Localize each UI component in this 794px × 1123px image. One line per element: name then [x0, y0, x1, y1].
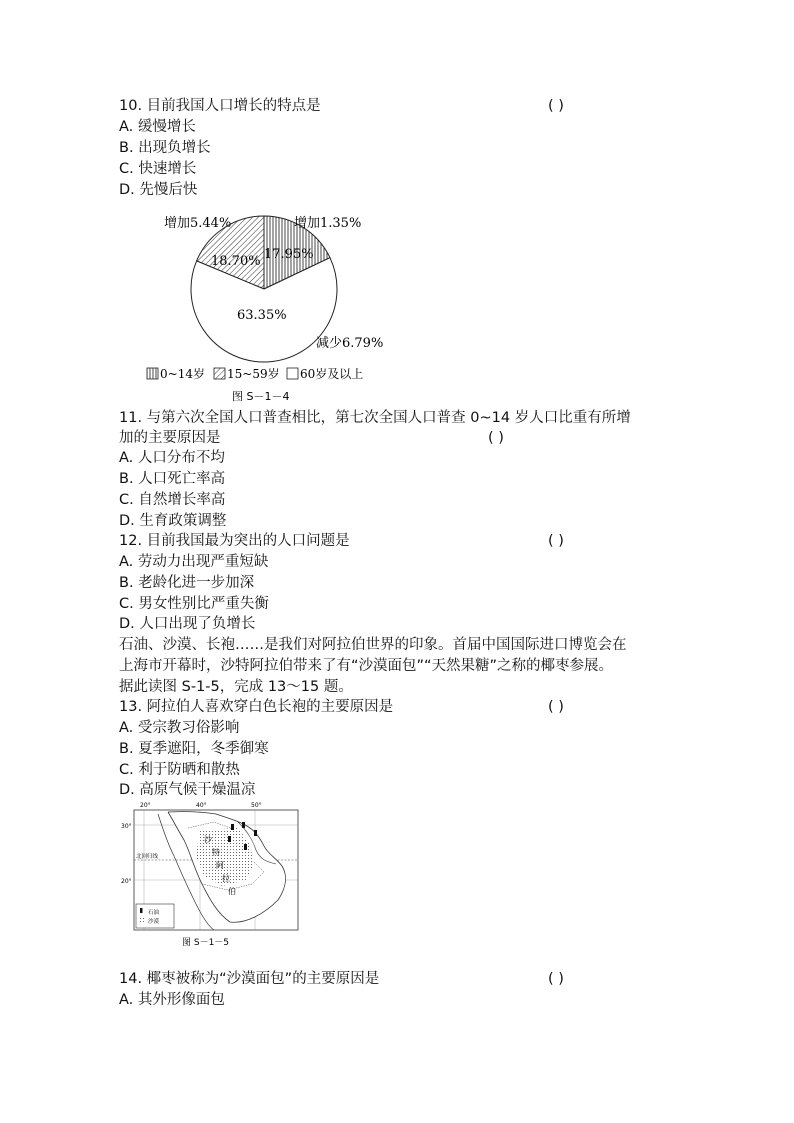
lon-label-20: 20° [140, 802, 151, 809]
q10-option-b: B. 出现负增长 [119, 140, 211, 156]
q10-answer-paren: ( ) [548, 98, 564, 114]
q12-answer-paren: ( ) [548, 533, 564, 549]
country-char-3: 阿 [216, 861, 224, 870]
q13-option-d: D. 高原气候干燥温凉 [119, 782, 256, 798]
country-char-4: 拉 [222, 874, 230, 883]
legend-label-0-14: 0~14岁 [160, 367, 205, 381]
legend-label-15-59: 15~59岁 [227, 367, 280, 381]
q13-option-b: B. 夏季遮阳，冬季御寒 [119, 741, 269, 757]
country-char-5: 伯 [228, 887, 236, 896]
passage-line-1: 石油、沙漠、长袍……是我们对阿拉伯世界的印象。首届中国国际进口博览会在 [119, 637, 627, 653]
q13-option-a: A. 受宗教习俗影响 [119, 720, 240, 736]
lon-label-50: 50° [251, 802, 262, 809]
legend-swatch-60plus [287, 368, 298, 379]
q12-option-d: D. 人口出现了负增长 [119, 616, 256, 632]
pie-change-label-15-59: 增加5.44% [164, 216, 232, 231]
q13-stem: 13. 阿拉伯人喜欢穿白色长袍的主要原因是 [119, 699, 394, 715]
q12-option-a: A. 劳动力出现严重短缺 [119, 554, 269, 570]
country-char-2: 特 [212, 848, 220, 857]
q14-answer-paren: ( ) [548, 971, 564, 987]
map-legend-desert-symbol [138, 917, 146, 923]
pie-figure [140, 205, 400, 405]
q11-stem-line1: 11. 与第六次全国人口普查相比，第七次全国人口普查 0~14 岁人口比重有所增 [119, 410, 631, 426]
lon-label-40: 40° [196, 802, 207, 809]
pie-change-label-0-14: 增加1.35% [294, 216, 362, 231]
q10-option-a: A. 缓慢增长 [119, 119, 196, 135]
q11-answer-paren: ( ) [488, 430, 504, 446]
lat-label-20: 20° [121, 878, 132, 885]
map-legend-desert-label: 沙漠 [148, 919, 160, 925]
pie-figure-caption: 图 S－1－4 [232, 390, 290, 403]
passage-line-3: 据此读图 S-1-5，完成 13～15 题。 [119, 679, 353, 695]
passage-line-2: 上海市开幕时，沙特阿拉伯带来了有“沙漠面包”“天然果糖”之称的椰枣参展。 [119, 658, 614, 674]
q12-option-b: B. 老龄化进一步加深 [119, 575, 255, 591]
q14-stem: 14. 椰枣被称为“沙漠面包”的主要原因是 [119, 971, 380, 987]
q12-stem: 12. 目前我国最为突出的人口问题是 [119, 533, 350, 549]
q11-option-d: D. 生育政策调整 [119, 513, 227, 529]
q10-option-c: C. 快速增长 [119, 161, 197, 177]
map-legend-oil-symbol [140, 908, 143, 913]
pie-slice-label-15-59: 18.70% [211, 254, 261, 269]
q11-option-b: B. 人口死亡率高 [119, 471, 226, 487]
q11-option-c: C. 自然增长率高 [119, 492, 226, 508]
q12-option-c: C. 男女性别比严重失衡 [119, 596, 269, 612]
q14-option-a: A. 其外形像面包 [119, 992, 225, 1008]
country-char-1: 沙 [204, 835, 212, 844]
q10-option-d: D. 先慢后快 [119, 182, 198, 198]
q10-stem: 10. 目前我国人口增长的特点是 [119, 98, 321, 114]
q13-option-c: C. 利于防晒和散热 [119, 762, 240, 778]
pie-change-label-60plus: 减少6.79% [316, 336, 384, 351]
map-legend-oil-label: 石油 [148, 910, 160, 916]
q11-stem-line2: 加的主要原因是 [119, 430, 221, 446]
tropic-label: 北回归线 [136, 854, 159, 860]
map-figure-caption: 图 S－1－5 [182, 938, 230, 948]
legend-label-60plus: 60岁及以上 [300, 367, 364, 381]
arabia-map-figure [118, 800, 308, 950]
legend-swatch-0-14 [147, 368, 158, 379]
lat-label-30: 30° [121, 823, 132, 830]
q13-answer-paren: ( ) [548, 699, 564, 715]
q11-option-a: A. 人口分布不均 [119, 450, 225, 466]
pie-slice-label-60plus: 63.35% [237, 308, 287, 323]
legend-swatch-15-59 [214, 368, 225, 379]
pie-slice-label-0-14: 17.95% [264, 247, 314, 262]
